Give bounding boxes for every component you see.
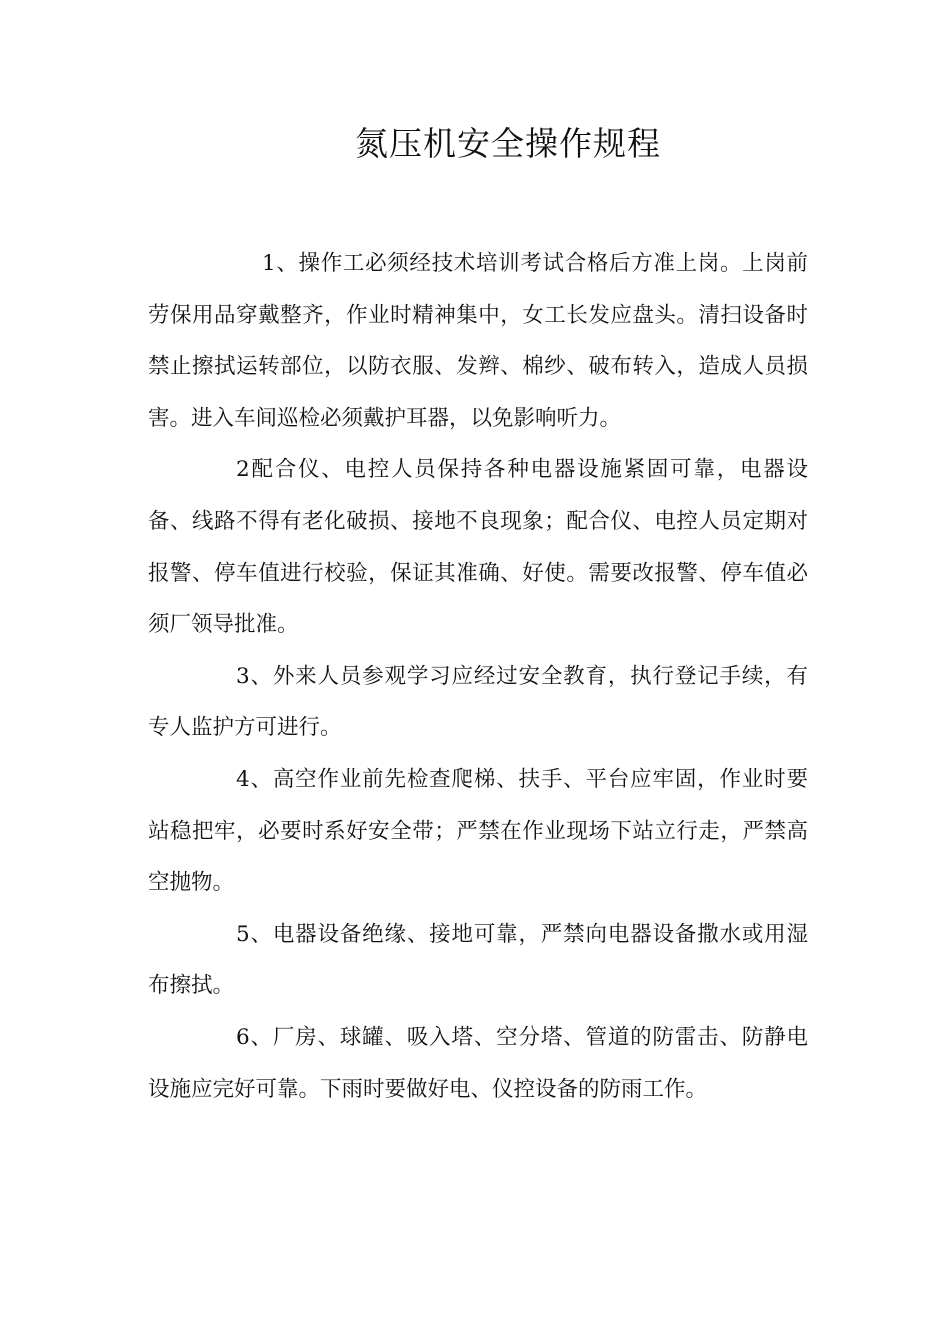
paragraph-6: 6、厂房、球罐、吸入塔、空分塔、管道的防雷击、防静电设施应完好可靠。下雨时要做好电、仪控设备的防雨工作。 [148,1024,808,1102]
paragraph-1: 1、操作工必须经技术培训考试合格后方准上岗。上岗前劳保用品穿戴整齐，作业时精神集中，女工长发应盘头。清扫设备时禁止擦拭运转部位，以防衣服、发辫、棉纱、破布转入，造成人员损害。进入车间巡检必须戴护耳器，以免影响听力。 [148,251,808,431]
document-title: 氮压机安全操作规程 [355,124,661,163]
paragraph-3: 3、外来人员参观学习应经过安全教育，执行登记手续，有专人监护方可进行。 [148,663,808,741]
paragraph-5: 5、电器设备绝缘、接地可靠，严禁向电器设备撒水或用湿布擦拭。 [148,921,808,999]
paragraph-4: 4、高空作业前先检查爬梯、扶手、平台应牢固，作业时要站稳把牢，必要时系好安全带；严禁在作业现场下站立行走，严禁高空抛物。 [148,766,808,896]
paragraph-2: 2配合仪、电控人员保持各种电器设施紧固可靠，电器设备、线路不得有老化破损、接地不良现象；配合仪、电控人员定期对报警、停车值进行校验，保证其准确、好使。需要改报警、停车值必须厂领导批准。 [148,457,808,638]
document-body [148,238,808,1115]
